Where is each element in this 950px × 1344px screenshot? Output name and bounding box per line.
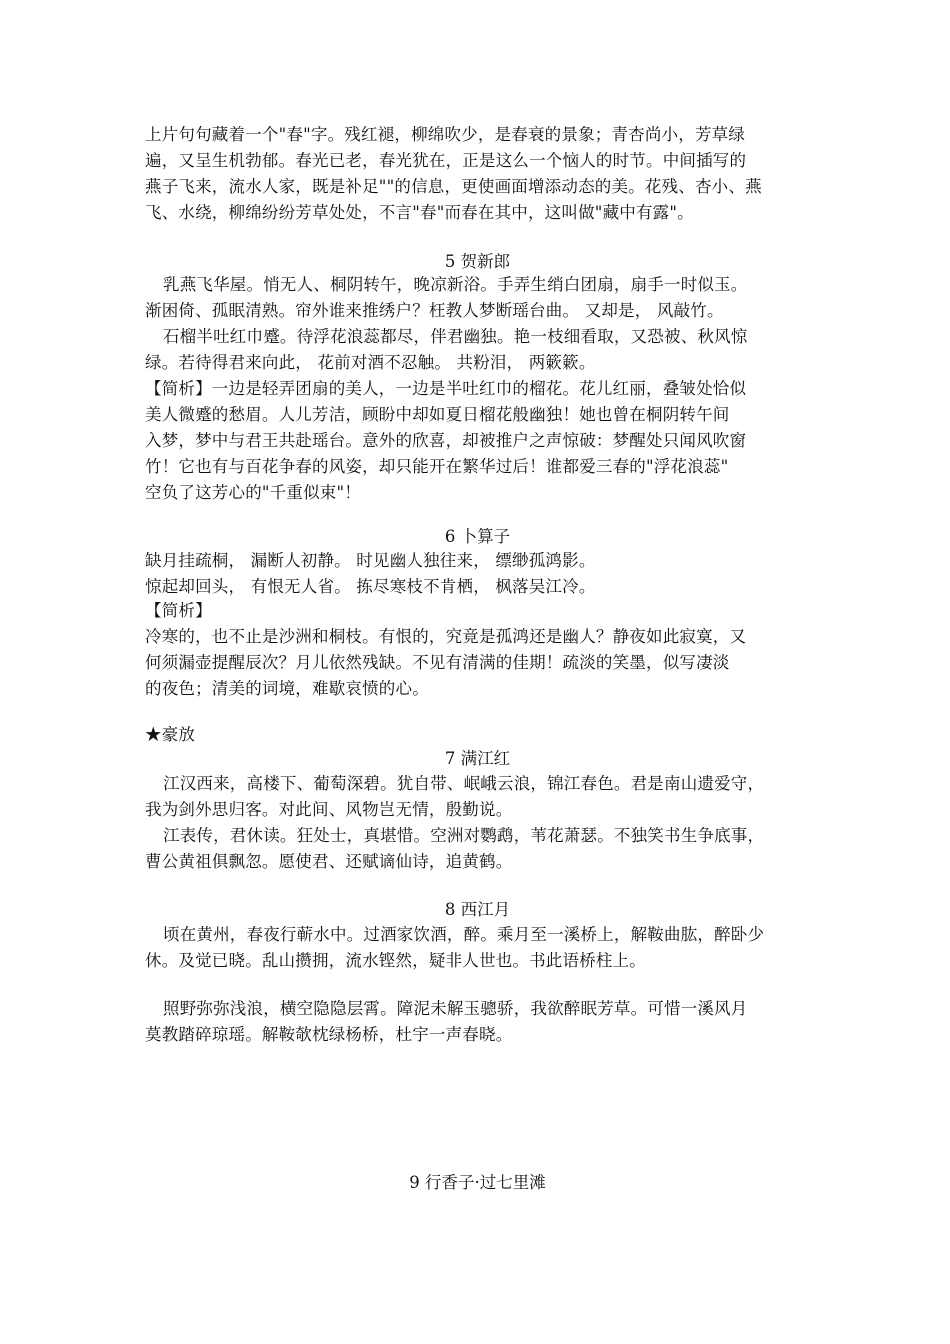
poem-title: 8 西江月 bbox=[444, 900, 511, 919]
poem-line: 曹公黄祖俱飘忽。愿使君、还赋谪仙诗，追黄鹤。 bbox=[145, 852, 513, 871]
poem-line: 缺月挂疏桐， 漏断人初静。 时见幽人独往来， 缥缈孤鸿影。 bbox=[145, 551, 596, 570]
poem-line: 惊起却回头， 有恨无人省。 拣尽寒枝不肯栖， 枫落吴江冷。 bbox=[145, 577, 596, 596]
paragraph-line: 遍，又呈生机勃郁。春光已老，春光犹在，正是这么一个恼人的时节。中间插写的 bbox=[145, 151, 747, 170]
preface-line: 休。及觉已晓。乱山攒拥，流水铿然，疑非人世也。书此语桥柱上。 bbox=[145, 951, 646, 970]
poem-line: 石榴半吐红巾蹙。待浮花浪蕊都尽，伴君幽独。艳一枝细看取，又恐被、秋风惊 bbox=[163, 327, 748, 346]
preface-line: 顷在黄州，春夜行蕲水中。过酒家饮酒，醉。乘月至一溪桥上，解鞍曲肱，醉卧少 bbox=[163, 925, 765, 944]
poem-line: 乳燕飞华屋。悄无人、桐阴转午，晚凉新浴。手弄生绡白团扇，扇手一时似玉。 bbox=[163, 275, 748, 294]
poem-line: 江汉西来，高楼下、葡萄深碧。犹自带、岷峨云浪，锦江春色。君是南山遗爱守， bbox=[163, 774, 765, 793]
analysis-line: 空负了这芳心的"千重似束"！ bbox=[145, 483, 361, 502]
analysis-label: 【简析】 bbox=[145, 601, 212, 620]
analysis-line: 入梦，梦中与君王共赴瑶台。意外的欣喜，却被推户之声惊破：梦醒处只闻风吹窗 bbox=[145, 431, 747, 450]
poem-line: 绿。若待得君来向此， 花前对酒不忍触。 共粉泪， 两簌簌。 bbox=[145, 353, 596, 372]
poem-title: 6 卜算子 bbox=[444, 527, 511, 546]
poem-title: 9 行香子·过七里滩 bbox=[409, 1173, 546, 1192]
analysis-line: 美人微蹙的愁眉。人儿芳洁，顾盼中却如夏日榴花般幽独！她也曾在桐阴转午间 bbox=[145, 405, 730, 424]
poem-line: 渐困倚、孤眠清熟。帘外谁来推绣户？枉教人梦断瑶台曲。 又却是， 风敲竹。 bbox=[145, 301, 724, 320]
analysis-line: 的夜色；清美的词境，难歇哀愤的心。 bbox=[145, 679, 429, 698]
category-heading: ★豪放 bbox=[145, 725, 196, 744]
poem-title: 7 满江红 bbox=[444, 749, 511, 768]
analysis-line: 何须漏壶提醒辰次？月儿依然残缺。不见有清满的佳期！疏淡的笑墨，似写凄淡 bbox=[145, 653, 730, 672]
analysis-line: 竹！它也有与百花争春的风姿，却只能开在繁华过后！谁都爱三春的"浮花浪蕊" bbox=[145, 457, 729, 476]
paragraph-line: 上片句句藏着一个"春"字。残红褪，柳绵吹少，是春衰的景象；青杏尚小，芳草绿 bbox=[145, 125, 746, 144]
poem-line: 江表传，君休读。狂处士，真堪惜。空洲对鹦鹉，苇花萧瑟。不独笑书生争底事， bbox=[163, 826, 765, 845]
analysis-line: 冷寒的，也不止是沙洲和桐枝。有恨的，究竟是孤鸿还是幽人？静夜如此寂寞，又 bbox=[145, 627, 747, 646]
poem-line: 我为剑外思归客。对此间、风物岂无情，殷勤说。 bbox=[145, 800, 513, 819]
paragraph-line: 飞、水绕，柳绵纷纷芳草处处，不言"春"而春在其中，这叫做"藏中有露"。 bbox=[145, 203, 694, 222]
paragraph-line: 燕子飞来，流水人家，既是补足""的信息，更使画面增添动态的美。花残、杏小、燕 bbox=[145, 177, 762, 196]
analysis-line: 【简析】一边是轻弄团扇的美人，一边是半吐红巾的榴花。花儿红丽，叠皱处恰似 bbox=[145, 379, 747, 398]
poem-line: 莫教踏碎琼瑶。解鞍欹枕绿杨桥，杜宇一声春晓。 bbox=[145, 1025, 513, 1044]
poem-line: 照野弥弥浅浪，横空隐隐层霄。障泥未解玉骢骄，我欲醉眠芳草。可惜一溪风月 bbox=[163, 999, 748, 1018]
poem-title: 5 贺新郎 bbox=[444, 252, 511, 271]
